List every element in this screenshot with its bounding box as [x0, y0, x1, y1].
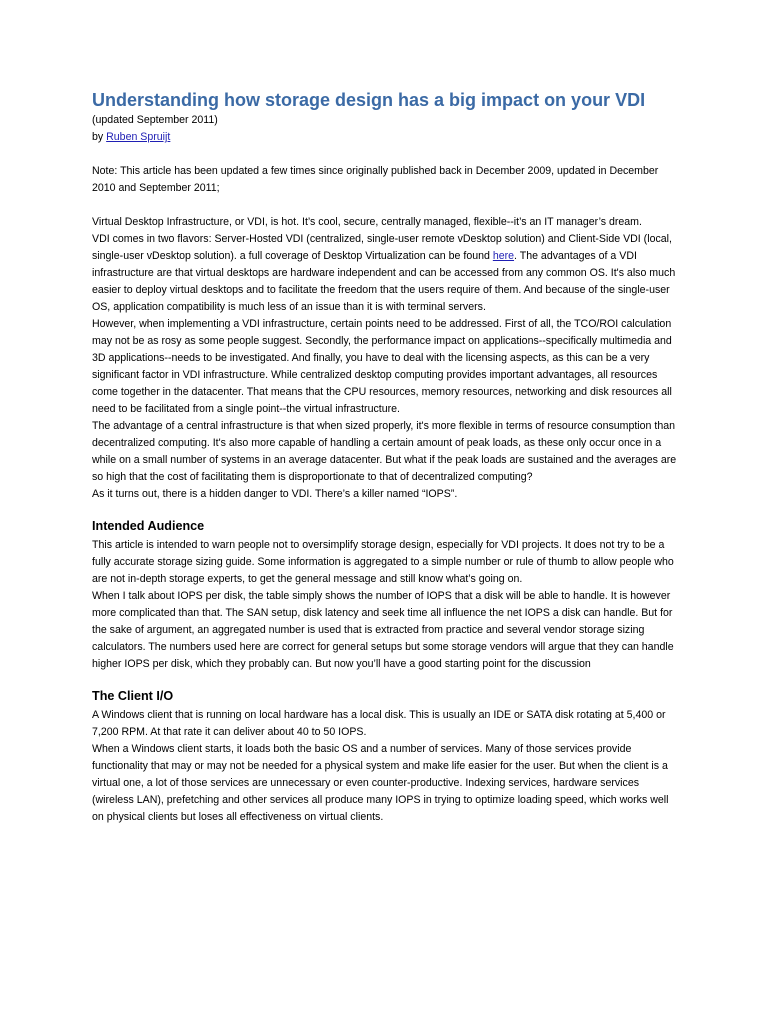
byline-prefix: by: [92, 131, 107, 143]
byline: [92, 129, 682, 146]
section-heading-intended-audience: Intended Audience: [92, 519, 205, 533]
intro-paragraph-3: However, when implementing a VDI infrastructure, certain points need to be addressed. First of all, the TCO/ROI calculation may not be as rosy as some people suggest. Secondly, the performance impact on applications--specifically multimedia and 3D applications--needs to be investigated. And finally, you have to deal with the licensing aspects, as this can be a very significant factor in VDI infrastructure. While centralized desktop computing provides important advantages, all resources come together in the datacenter. That means that the CPU resources, memory resources, networking and disk resources all need to be facilitated from a single point--the virtual infrastructure.: [92, 318, 672, 415]
author-link[interactable]: Ruben Spruijt: [106, 131, 171, 143]
section-client-io: [92, 688, 682, 826]
intro-paragraph-2-before: VDI comes in two flavors: Server-Hosted VDI (centralized, single-user remote vDesktop solution) and Client-Side VDI (local, single-user vDesktop solution). a full coverage of Desktop Virtualization can be found: [92, 233, 672, 262]
intro-paragraph-2: [92, 231, 682, 316]
client-io-paragraph-2: When a Windows client starts, it loads both the basic OS and a number of services. Many of those services provide functionality that may or may not be needed for a physical system and make life easier for the user. But when the client is a virtual one, a lot of those services are unnecessary or even counter-productive. Indexing services, hardware services (wireless LAN), prefetching and other services all produce many IOPS in trying to optimize loading speed, which works well on physical clients but loses all effectiveness on virtual clients.: [92, 743, 669, 823]
intro-paragraph-1: Virtual Desktop Infrastructure, or VDI, is hot. It’s cool, secure, centrally managed, flexible--it’s an IT manager’s dream.: [92, 216, 642, 228]
intro-section: [92, 214, 682, 503]
here-link[interactable]: here: [492, 250, 515, 262]
client-io-paragraph-1: A Windows client that is running on local hardware has a local disk. This is usually an IDE or SATA disk rotating at 5,400 or 7,200 RPM. At that rate it can deliver about 40 to 50 IOPS.: [92, 709, 666, 738]
audience-paragraph-2: When I talk about IOPS per disk, the table simply shows the number of IOPS that a disk will be able to handle. It is however more complicated than that. The SAN setup, disk latency and seek time all influence the net IOPS a disk can handle. But for the sake of argument, an aggregated number is used that is extracted from practice and several vendor storage sizing calculators. The numbers used here are correct for general setups but some storage vendors will argue that they can handle higher IOPS per disk, which they probably can. But now you’ll have a good starting point for the discussion: [92, 590, 674, 670]
intro-paragraph-2-after: . The advantages of a VDI infrastructure are that virtual desktops are hardware independent and can be accessed from any common OS. It's also much easier to deploy virtual desktops and to facilitate the freedom that the users require of them. And because of the single-user OS, application compatibility is much less of an issue than it is with terminal servers.: [92, 250, 676, 313]
intro-paragraph-5: As it turns out, there is a hidden danger to VDI. There’s a killer named “IOPS”.: [92, 488, 458, 500]
audience-paragraph-1: This article is intended to warn people not to oversimplify storage design, especially for VDI projects. It does not try to be a fully accurate storage sizing guide. Some information is aggregated to a simple number or rule of thumb to allow people who are not in-depth storage experts, to get the general message and still know what’s going on.: [92, 539, 674, 585]
update-note-paragraph: Note: This article has been updated a few times since originally published back in December 2009, updated in December 2010 and September 2011;: [92, 165, 659, 194]
document-page: [92, 88, 682, 826]
updated-note: (updated September 2011): [92, 114, 218, 126]
section-heading-client-io: The Client I/O: [92, 689, 174, 703]
section-intended-audience: [92, 518, 682, 673]
document-title: Understanding how storage design has a big impact on your VDI: [92, 90, 646, 110]
intro-paragraph-4: The advantage of a central infrastructure is that when sized properly, it's more flexible in terms of resource consumption than decentralized computing. It's also more capable of handling a certain amount of peak loads, as these only occur once in a while on a small number of systems in an average datacenter. But what if the peak loads are sustained and the averages are so high that the cost of facilitating them is disproportionate to that of decentralized computing?: [92, 420, 677, 483]
